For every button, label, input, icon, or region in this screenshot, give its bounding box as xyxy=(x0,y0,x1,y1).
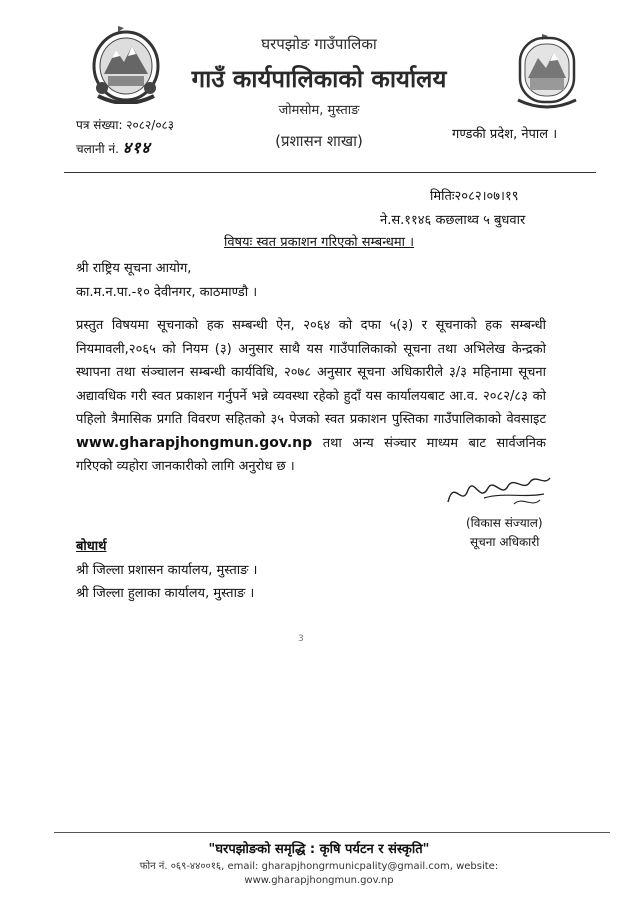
recipient-name: श्री राष्ट्रिय सूचना आयोग, xyxy=(76,261,192,276)
reference-number: पत्र संख्या: २०८२/०८३ xyxy=(76,118,175,132)
letter-date: मितिः२०८२।०७।१९ xyxy=(430,189,519,204)
office-location: जोमसोम, मुस्ताङ xyxy=(278,103,360,118)
signatory-name: (विकास संज्याल) xyxy=(466,516,543,530)
province-name: गण्डकी प्रदेश, नेपाल । xyxy=(452,127,558,142)
footer-slogan: "घरपझोङको समृद्धि : कृषि पर्यटन र संस्कृति" xyxy=(208,842,430,857)
footer-contact: फोन नं. ०६९-४४००१६, email: gharapjhongrmunicpality@gmail.com, website: xyxy=(139,861,499,872)
branch-name: (प्रशासन शाखा) xyxy=(275,132,363,150)
header-divider xyxy=(64,172,596,173)
dispatch-value: ४१४ xyxy=(122,138,151,157)
footer-website: www.gharapjhongmun.gov.np xyxy=(244,875,394,886)
office-name: गाउँ कार्यपालिकाको कार्यालय xyxy=(191,65,447,93)
body-part-2: तथा अन्य संञ्चार माध्यम बाट सार्वजनिक गरिएको व्यहोरा जानकारीको लागि अनुरोध छ । xyxy=(76,435,546,474)
handwritten-signature xyxy=(444,468,554,516)
subject-text: विषयः स्वत प्रकाशन गरिएको सम्बन्धमा । xyxy=(223,235,415,250)
letter-body xyxy=(76,314,546,479)
body-website: www.gharapjhongmun.gov.np xyxy=(76,434,313,451)
nepal-sambat-date: ने.स.११४६ कछलाथ्व ५ बुधवार xyxy=(380,213,526,228)
page-mark: 3 xyxy=(298,634,304,644)
recipient-address: का.म.न.पा.-१० देवीनगर, काठमाण्डौ । xyxy=(76,285,258,300)
cc-heading: बोधार्थ xyxy=(76,539,107,554)
signatory-title: सूचना अधिकारी xyxy=(470,535,540,549)
municipality-name: घरपझोङ गाउँपालिका xyxy=(261,35,377,53)
footer-divider xyxy=(54,832,610,833)
dispatch-number xyxy=(76,136,151,158)
dispatch-label: चलानी नं. xyxy=(76,142,119,156)
cc-item: श्री जिल्ला प्रशासन कार्यालय, मुस्ताङ । xyxy=(76,563,258,578)
subject-line xyxy=(0,232,638,250)
cc-item: श्री जिल्ला हुलाका कार्यालय, मुस्ताङ । xyxy=(76,586,255,601)
body-part-1: प्रस्तुत विषयमा सूचनाको हक सम्बन्धी ऐन, २०६४ को दफा ५(३) र सूचनाको हक सम्बन्धी नियमावली,२०६५ को नियम (३) अनुसार साथै यस गाउँपालिकाको सूचना तथा अभिलेख केन्द्रको स्थापना तथा संञ्चालन सम्बन्धी कार्यविधि, २०७८ अनुसार सूचना अधिकारीले ३/३ महिनामा सूचना अद्यावधिक गरी स्वत प्रकाशन गर्नुपर्ने भन्ने व्यवस्था रहेको हुदाँ यस कार्यालयबाट आ.व. २०८२/८३ को पहिलो त्रैमासिक प्रगति विवरण सहितको ३५ पेजको स्वत प्रकाशन पुस्तिका गाउँपालिकाको वेवसाइट xyxy=(76,318,546,427)
